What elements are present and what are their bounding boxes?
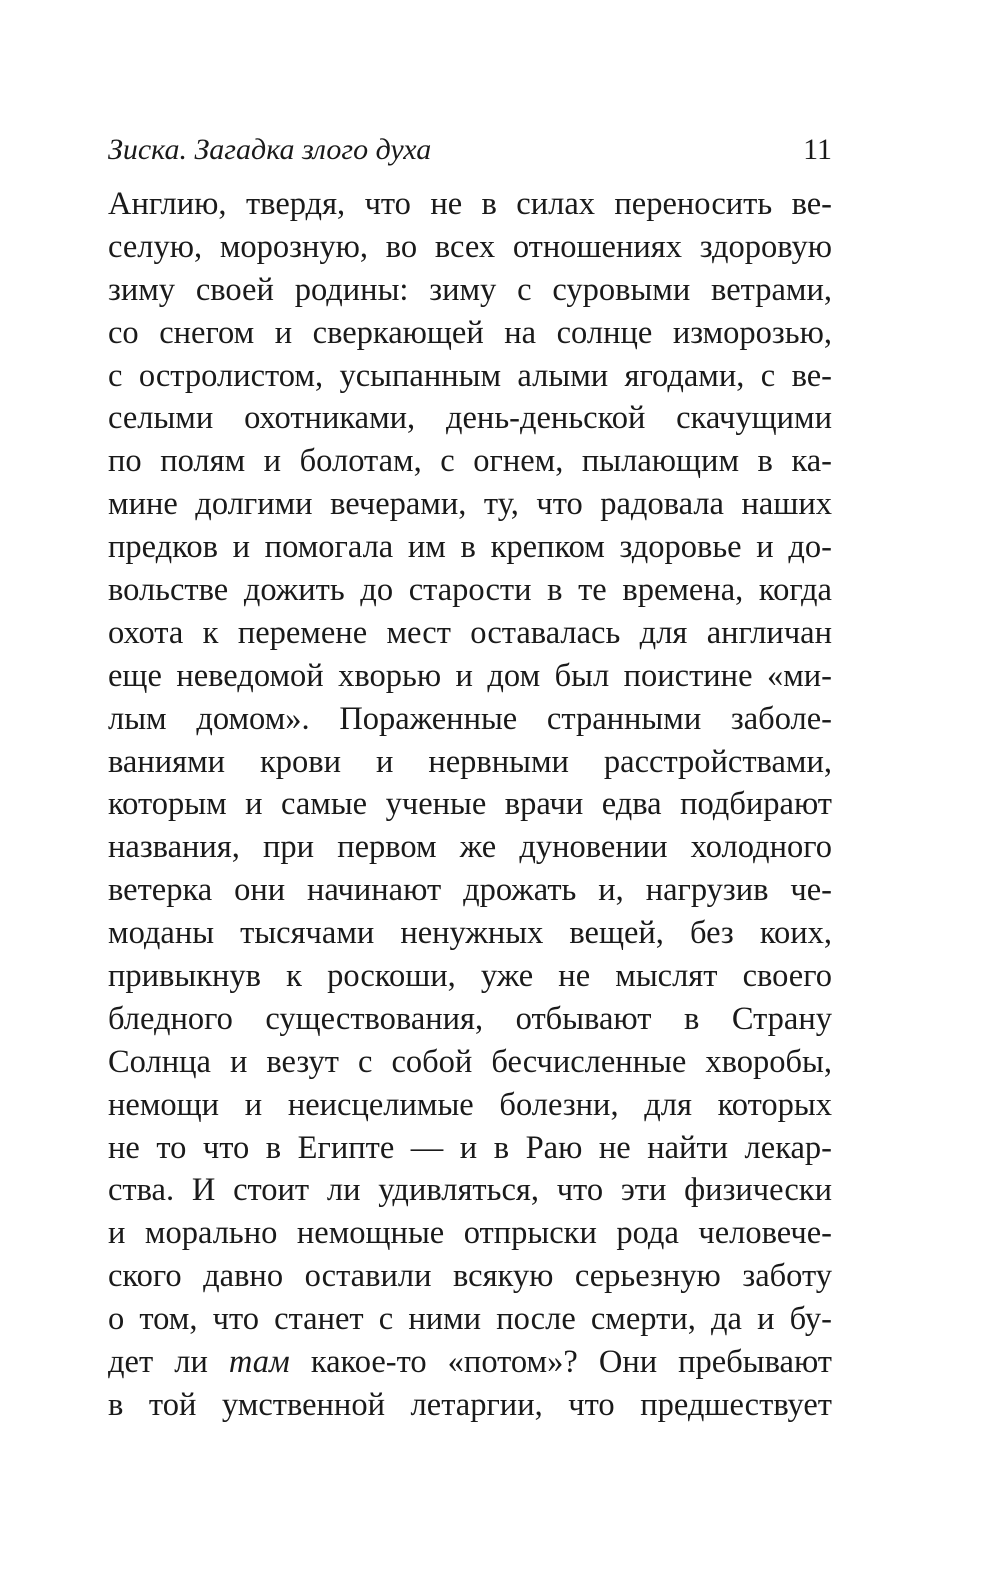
page-number: 11 (803, 133, 832, 166)
text-line: бледного существования, отбывают в Страну (108, 1000, 832, 1037)
text-line: селую, морозную, во всех отношениях здоровую (108, 228, 832, 265)
text-line: лым домом». Пораженные странными заболе- (108, 700, 832, 737)
italic-word: там (228, 1344, 290, 1381)
text-line: ского давно оставили всякую серьезную заботу (108, 1258, 832, 1295)
text-line: селыми охотниками, день-деньской скачущими (108, 400, 832, 437)
text-line: Англию, твердя, что не в силах переносить ве- (108, 186, 832, 222)
text-line: не то что в Египте — и в Раю не найти лекар- (108, 1129, 832, 1166)
text-line: по полям и болотам, с огнем, пылающим в ка- (108, 443, 832, 480)
text-line: еще неведомой хворью и дом был поистине «ми- (108, 657, 832, 694)
running-title: Зиска. Загадка злого духа (108, 133, 432, 166)
text-line: о том, что станет с ними после смерти, да и бу- (108, 1301, 832, 1338)
text-line: с остролистом, усыпанным алыми ягодами, с ве- (108, 357, 832, 394)
text-line: в той умственной летаргии, что предшествует (108, 1386, 832, 1423)
text-line: охота к перемене мест оставалась для англичан (108, 614, 832, 651)
text-segment: какое-то «потом»? Они пребывают (289, 1344, 832, 1381)
text-line: вольстве дожить до старости в те времена, когда (108, 572, 832, 609)
text-segment: дет ли (108, 1344, 229, 1381)
text-line: со снегом и сверкающей на солнце изморозью, (108, 314, 832, 351)
text-line: Солнца и везут с собой бесчисленные хворобы, (108, 1043, 832, 1080)
text-line: ваниями крови и нервными расстройствами, (108, 743, 832, 780)
text-line: ства. И стоит ли удивляться, что эти физически (108, 1172, 832, 1209)
text-line: ветерка они начинают дрожать и, нагрузив че- (108, 872, 832, 909)
text-line: названия, при первом же дуновении холодного (108, 829, 832, 866)
text-line: и морально немощные отпрыски рода человече- (108, 1215, 832, 1252)
text-line-with-italic (108, 1341, 832, 1384)
body-text (108, 183, 832, 1427)
text-line: мине долгими вечерами, ту, что радовала наших (108, 486, 832, 523)
text-line: которым и самые ученые врачи едва подбирают (108, 786, 832, 823)
text-line: зиму своей родины: зиму с суровыми ветрами, (108, 271, 832, 308)
text-line: привыкнув к роскоши, уже не мыслят своего (108, 958, 832, 995)
text-line: моданы тысячами ненужных вещей, без коих, (108, 915, 832, 952)
running-head (108, 130, 832, 170)
text-line: предков и помогала им в крепком здоровье и до- (108, 529, 832, 566)
text-line: немощи и неисцелимые болезни, для которых (108, 1086, 832, 1123)
